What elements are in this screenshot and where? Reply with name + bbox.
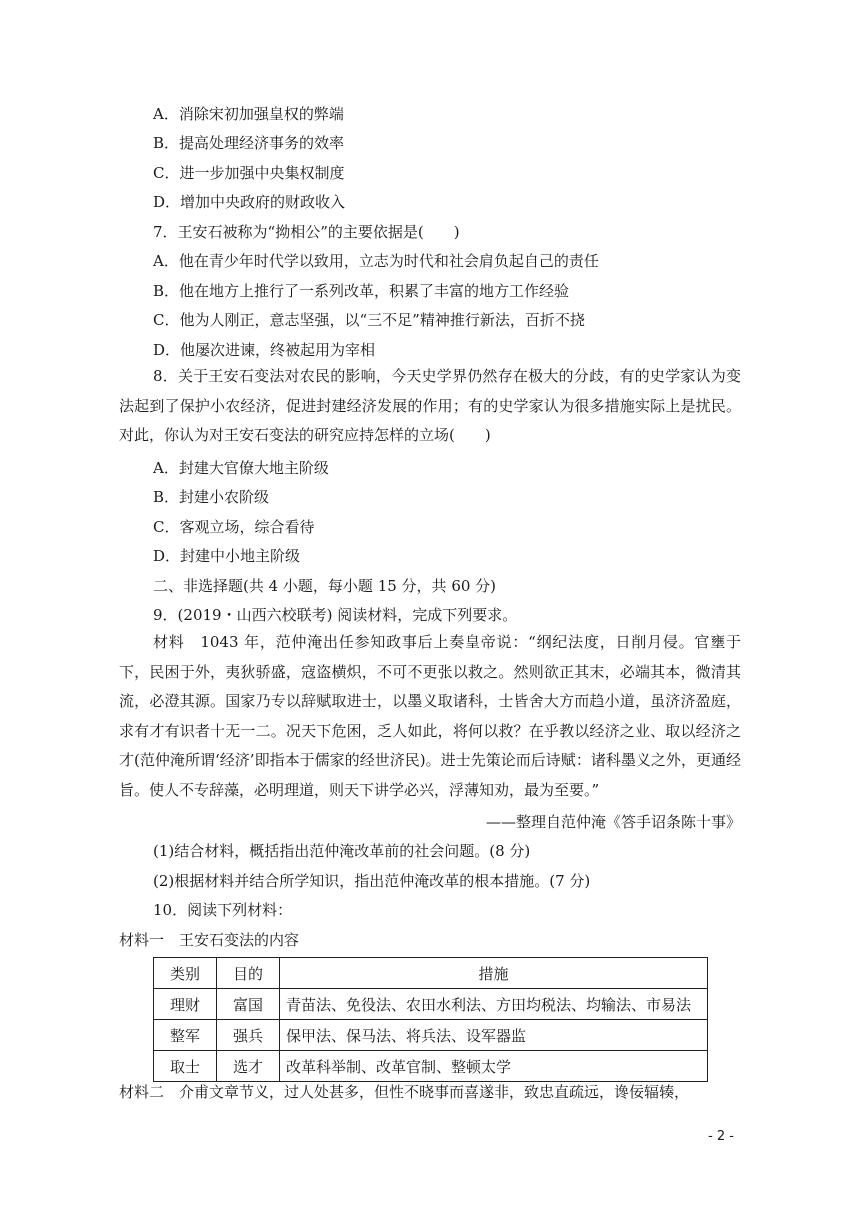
table-cell: 改革科举制、改革官制、整顿太学: [280, 1051, 708, 1082]
table-cell: 取士: [154, 1051, 217, 1082]
table-row: [154, 989, 708, 1020]
q10-material2: 材料二 介甫文章节义，过人处甚多，但性不晓事而喜遂非，致忠直疏远，谗佞辐辏，: [119, 1083, 690, 1101]
table-header-cell: 措施: [280, 958, 708, 989]
q7-option-d: D．他屡次进谏，终被起用为宰相: [153, 341, 376, 359]
q9-material: 材料 1043 年，范仲淹出任参知政事后上奏皇帝说：“纲纪法度，日削月侵。官壅于下，民困于外，夷狄骄盛，寇盗横炽，不可不更张以救之。然则欲正其末，必端其本，微清其流，必澄其源。国家乃专以辞赋取进士，以墨义取诸科，士皆舍大方而趋小道，虽济济盈庭，求有才有识者十无一二。况天下危困，乏人如此，将何以救？在乎教以经济之业、取以经济之才(范仲淹所谓‘经济’即指本于儒家的经世济民)。进士先策论而后诗赋：诸科墨义之外，更通经旨。使人不专辞藻，必明理道，则天下讲学必兴，浮薄知劝，最为至要。”: [119, 633, 741, 799]
q9-stem: 9．(2019・山西六校联考) 阅读材料，完成下列要求。: [153, 606, 518, 624]
table-cell: 整军: [154, 1020, 217, 1051]
q7-stem: 7．王安石被称为“拗相公”的主要依据是( ): [153, 223, 460, 241]
q6-option-a: A．消除宋初加强皇权的弊端: [153, 105, 344, 123]
q8-option-a: A．封建大官僚大地主阶级: [153, 459, 329, 477]
q6-option-c: C．进一步加强中央集权制度: [153, 164, 345, 182]
table-row: [154, 1051, 708, 1082]
q8-stem: 8．关于王安石变法对农民的影响，今天史学界仍然存在极大的分歧，有的史学家认为变法起到了保护小农经济，促进封建经济发展的作用；有的史学家认为很多措施实际上是扰民。对此，你认为对王安石变法的研究应持怎样的立场( ): [119, 367, 741, 444]
page-number: - 2 -: [708, 1129, 734, 1144]
q7-option-c: C．他为人刚正，意志坚强，以“三不足”精神推行新法，百折不挠: [153, 311, 585, 329]
q10-material1-title: 材料一 王安石变法的内容: [119, 931, 300, 949]
section-heading: 二、非选择题(共 4 小题，每小题 15 分，共 60 分): [153, 577, 497, 595]
q7-option-b: B．他在地方上推行了一系列改革，积累了丰富的地方工作经验: [153, 282, 570, 300]
q9-source: ——整理自范仲淹《答手诏条陈十事》: [485, 813, 741, 831]
q6-option-b: B．提高处理经济事务的效率: [153, 134, 345, 152]
table-cell: 富国: [217, 989, 280, 1020]
table-cell: 选才: [217, 1051, 280, 1082]
table-header-cell: 目的: [217, 958, 280, 989]
table-header-cell: 类别: [154, 958, 217, 989]
q8-option-d: D．封建中小地主阶级: [153, 547, 301, 565]
table-cell: 理财: [154, 989, 217, 1020]
q9-subquestion-2: (2)根据材料并结合所学知识，指出范仲淹改革的根本措施。(7 分): [153, 872, 591, 890]
table-cell: 保甲法、保马法、将兵法、设军器监: [280, 1020, 708, 1051]
table-cell: 青苗法、免役法、农田水利法、方田均税法、均输法、市易法: [280, 989, 708, 1020]
q8-option-c: C．客观立场，综合看待: [153, 518, 315, 536]
q6-option-d: D．增加中央政府的财政收入: [153, 193, 346, 211]
q7-option-a: A．他在青少年时代学以致用，立志为时代和社会肩负起自己的责任: [153, 252, 599, 270]
table-row: [154, 1020, 708, 1051]
q10-stem: 10．阅读下列材料：: [153, 901, 293, 919]
q8-option-b: B．封建小农阶级: [153, 488, 270, 506]
table-cell: 强兵: [217, 1020, 280, 1051]
q9-subquestion-1: (1)结合材料，概括指出范仲淹改革前的社会问题。(8 分): [153, 842, 531, 860]
table-header-row: [154, 958, 708, 989]
reform-content-table: [153, 957, 708, 1082]
